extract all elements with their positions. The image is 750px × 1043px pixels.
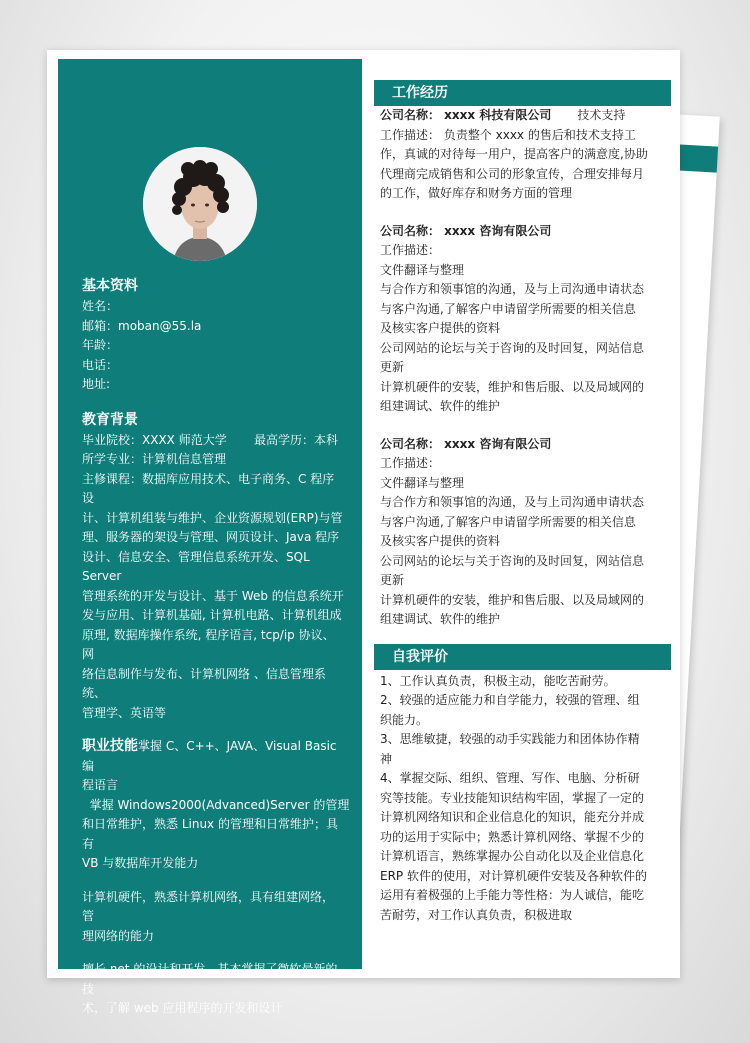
self-evaluation-content [376,670,671,926]
course-line: 计、计算机组装与维护、企业资源规划(ERP)与管 [82,510,343,525]
course-line: 理、服务器的架设与管理、网页设计、Java 程序 [82,530,340,544]
school-row [82,431,344,451]
job-line: 与合作方和领事馆的沟通，及与上司沟通申请状态 [380,282,645,296]
spacer [380,204,669,222]
course-line: 管理系统的开发与设计、基于 Web 的信息系统开 [82,588,344,603]
skills-title: 职业技能 [82,738,138,754]
job-line: 组建调试、软件的维护 [380,399,501,413]
job-line: 文件翻译与整理 [380,262,465,277]
eval-line: 1、工作认真负责，积极主动，能吃苦耐劳。 [380,673,616,688]
job-role: 技术支持 [577,108,626,122]
major-field: 所学专业：计算机信息管理 [82,452,227,466]
basic-info-title: 基本资料 [82,278,138,294]
eval-line: ERP 软件的使用，对计算机硬件安装及各种软件的 [380,868,647,883]
company-name: 公司名称： xxxx 咨询有限公司 [380,436,552,451]
eval-line: 功的运用于实际中；熟悉计算机网络、掌握不少的 [380,829,645,844]
eval-line: 计算机语言，熟练掌握办公自动化以及企业信息化 [380,849,645,863]
email-field: 邮箱：moban@55.la [82,318,202,333]
sidebar [58,59,362,1015]
skills-line: 掌握 C、C++、JAVA、Visual Basic 编 [82,739,337,773]
job-line: 文件翻译与整理 [380,475,465,490]
job-line: 及核实客户提供的资料 [380,321,501,335]
phone-field: 电话： [82,357,119,372]
eval-line: 3、思维敏捷，较强的动手实践能力和团体协作精 [380,732,640,746]
job-line: 工作描述： 负责整个 xxxx 的售后和技术支持工 [380,127,636,142]
resume-page [47,50,680,1015]
job-line: 代理商完成销售和公司的形象宣传，合理安排每月 [380,166,645,181]
skills-first-row [82,737,344,776]
school-field: 毕业院校：XXXX 师范大学 [82,432,227,447]
job-line: 的工作，做好库存和财务方面的管理 [380,186,573,200]
job-line: 组建调试、软件的维护 [380,612,501,626]
course-line: 原理, 数据库操作系统, 程序语言, tcp/ip 协议、网 [82,627,335,661]
address-field: 地址: [82,377,111,391]
skills-line: 程语言 [82,778,119,792]
skills-line: 擅长.net 的设计和开发，基本掌握了微软最新的技 [82,962,338,996]
job-line: 更新 [380,573,405,587]
course-line: 设计、信息安全、管理信息系统开发、SQL Server [82,549,310,583]
main-column [376,80,671,925]
skills-line: VB 与数据库开发能力 [82,856,199,870]
course-line: 发与应用、计算机基础, 计算机电路、计算机组成 [82,608,342,622]
job-line: 与客户沟通,了解客户申请留学所需要的相关信息 [380,514,636,529]
spacer [380,417,669,435]
eval-line: 究等技能。专业技能知识结构牢固，掌握了一定的 [380,790,645,805]
skills-line: 理网络的能力 [82,928,155,943]
job-line: 公司网站的论坛与关于咨询的及时回复，网站信息 [380,553,645,568]
company-name-text: 公司名称： xxxx 科技有限公司 [380,108,552,122]
degree-field: 最高学历：本科 [254,432,339,447]
course-line: 络信息制作与发布、计算机网络 、信息管理系统、 [82,666,326,700]
eval-line: 运用有着极强的上手能力等性格：为人诚信，能吃 [380,888,645,902]
skills-line: 计算机硬件，熟悉计算机网络，具有组建网络，管 [82,889,335,923]
eval-line: 计算机网络知识和企业信息化的知识，能充分并成 [380,810,645,824]
job-line: 与合作方和领事馆的沟通，及与上司沟通申请状态 [380,495,645,509]
job-line: 及核实客户提供的资料 [380,534,501,548]
job-line: 工作描述： [380,243,441,257]
age-field: 年龄： [82,338,119,352]
eval-line: 4、掌握交际、组织、管理、写作、电脑、分析研 [380,771,640,785]
education-title: 教育背景 [82,411,138,428]
sidebar-content [82,275,350,1019]
course-line: 主修课程：数据库应用技术、电子商务、C 程序设 [82,471,335,505]
skills-line: 掌握 Windows2000(Advanced)Server 的管理 [82,797,350,812]
portrait-icon [143,147,257,261]
work-history-header: 工作经历 [376,80,671,106]
eval-line: 2、较强的适应能力和自学能力，较强的管理、组 [380,693,640,707]
job-line: 计算机硬件的安装，维护和售后服、以及局域网的 [380,592,645,607]
eval-line: 神 [380,751,393,766]
job-line: 计算机硬件的安装，维护和售后服、以及局域网的 [380,379,645,394]
self-evaluation-header: 自我评价 [376,644,671,670]
job-line: 作，真诚的对待每一用户，提高客户的满意度,协助 [380,147,648,161]
job-line: 与客户沟通,了解客户申请留学所需要的相关信息 [380,301,636,316]
portrait-photo [143,147,257,261]
eval-line: 织能力。 [380,712,429,727]
job-line: 工作描述： [380,456,441,470]
job-line: 更新 [380,360,405,374]
spacer [376,630,671,644]
eval-line: 苦耐劳，对工作认真负责，积极进取 [380,907,573,922]
job-line: 公司网站的论坛与关于咨询的及时回复，网站信息 [380,340,645,355]
course-line: 管理学、英语等 [82,705,167,720]
skills-line: 术，了解 web 应用程序的开发和设计 [82,1001,283,1015]
company-name [380,106,669,126]
skills-line: 和日常维护，熟悉 Linux 的管理和日常维护；具有 [82,817,338,851]
name-field: 姓名： [82,299,119,313]
work-history-content [376,106,671,630]
company-name: 公司名称： xxxx 咨询有限公司 [380,223,552,238]
